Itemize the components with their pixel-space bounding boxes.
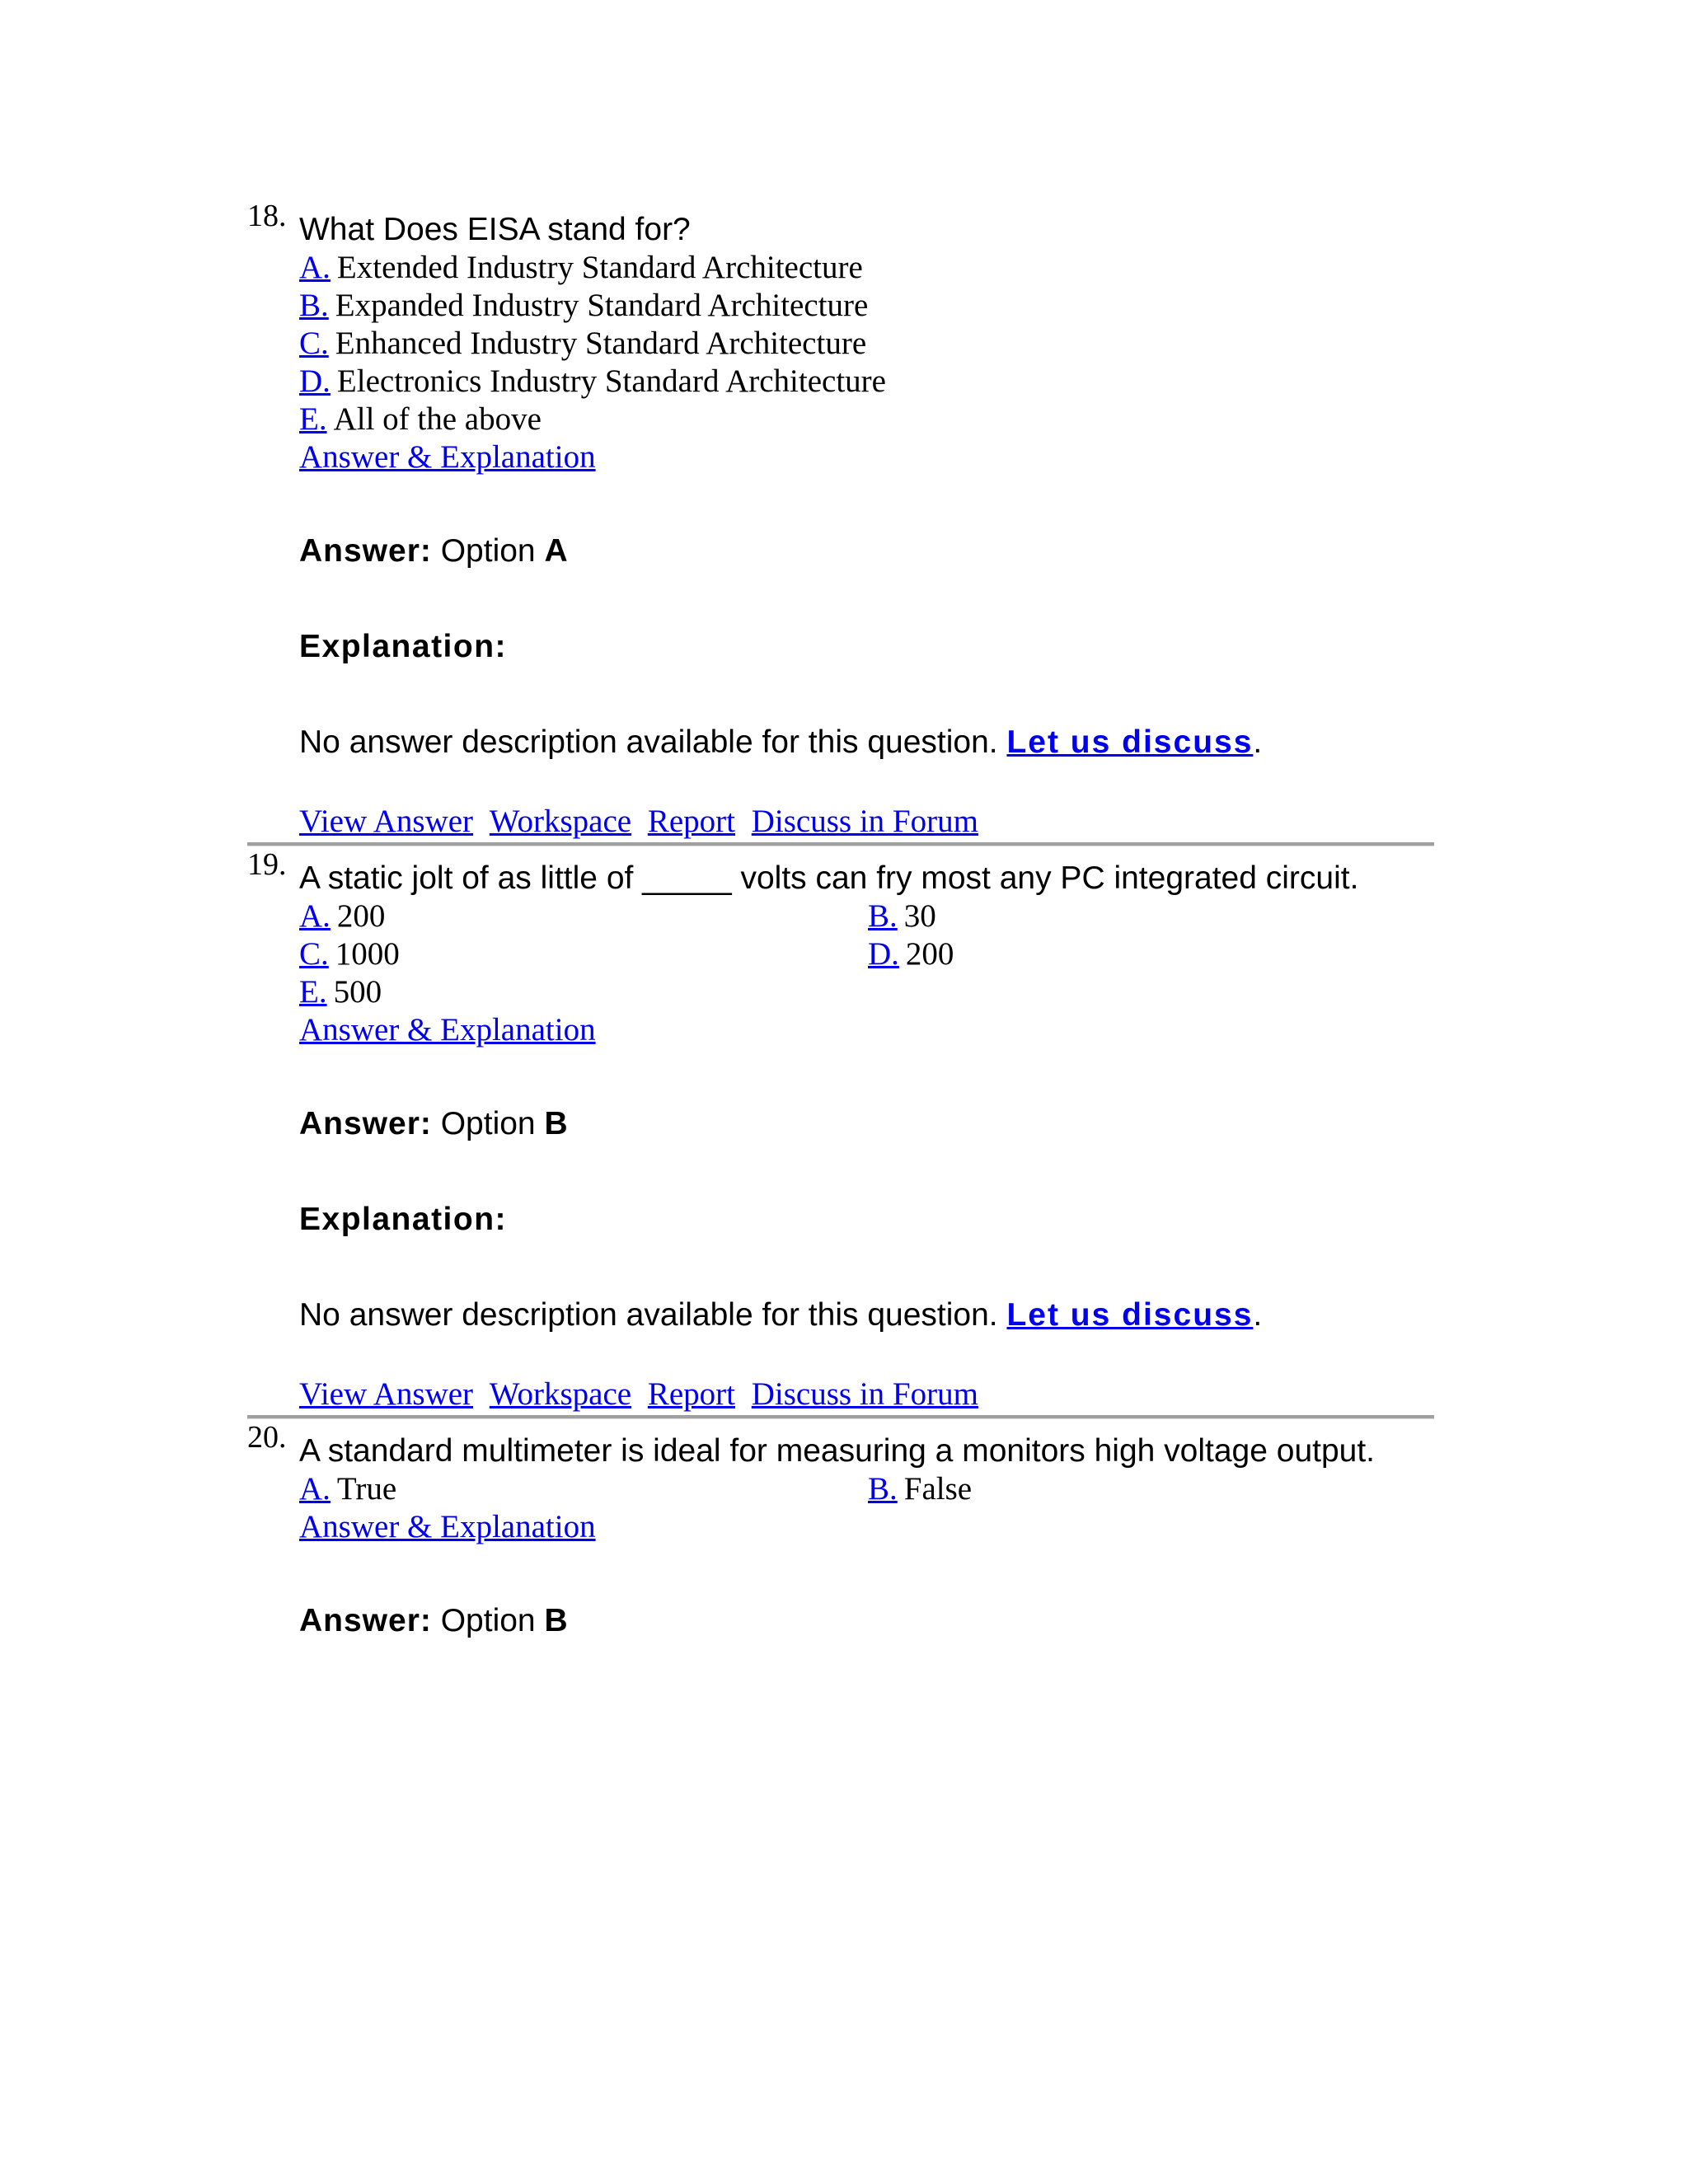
options-list: [299, 249, 1434, 438]
let-us-discuss-link[interactable]: Let us discuss: [1006, 1297, 1254, 1333]
option-c-link[interactable]: C.: [299, 326, 329, 361]
answer-line: [299, 1105, 1434, 1143]
options-list: [299, 1470, 1434, 1508]
answer-line: [299, 532, 1434, 570]
option-b-text: 30: [903, 898, 936, 934]
workspace-link[interactable]: Workspace: [489, 1376, 632, 1412]
option-e-link[interactable]: E.: [299, 974, 327, 1010]
option-e-text: 500: [333, 974, 382, 1010]
question-text: A standard multimeter is ideal for measuring a monitors high voltage output.: [299, 1433, 1376, 1469]
answer-letter: A: [544, 533, 568, 569]
answer-letter: B: [544, 1106, 568, 1141]
question-body: [299, 198, 1434, 841]
option-e-link[interactable]: E.: [299, 401, 327, 437]
question-number: 20.: [247, 1420, 287, 1455]
option-a-link[interactable]: A.: [299, 250, 331, 285]
explanation-text: No answer description available for this question.: [299, 724, 998, 760]
footer-links: [299, 803, 1434, 841]
option-a-text: Extended Industry Standard Architecture: [336, 250, 863, 285]
discuss-suffix: .: [1253, 1297, 1263, 1333]
footer-links: [299, 1376, 1434, 1413]
answer-prefix: Option: [440, 1106, 536, 1141]
explanation-heading: Explanation:: [299, 629, 508, 664]
option-b: [868, 1470, 1437, 1508]
option-b-text: Expanded Industry Standard Architecture: [335, 288, 869, 323]
option-d: [299, 363, 1434, 401]
option-a-link[interactable]: A.: [299, 1471, 331, 1507]
option-d-text: 200: [905, 936, 954, 972]
question-19: [247, 846, 1434, 1419]
option-d-text: Electronics Industry Standard Architecture: [336, 363, 886, 399]
explanation-heading: Explanation:: [299, 1202, 508, 1237]
question-text: A static jolt of as little of _____ volts can fry most any PC integrated circuit.: [299, 860, 1359, 896]
option-b-link[interactable]: B.: [868, 898, 898, 934]
question-number: 19.: [247, 847, 287, 882]
question-18: [247, 198, 1434, 846]
option-d-link[interactable]: D.: [299, 363, 331, 399]
option-c: [299, 935, 868, 973]
discuss-in-forum-link[interactable]: Discuss in Forum: [751, 1376, 978, 1412]
answer-explanation-link[interactable]: Answer & Explanation: [299, 1012, 596, 1047]
question-body: [299, 846, 1434, 1413]
option-d: [868, 935, 1437, 973]
option-b: [868, 898, 1437, 935]
option-c-text: Enhanced Industry Standard Architecture: [335, 326, 867, 361]
let-us-discuss-link[interactable]: Let us discuss: [1006, 724, 1254, 760]
option-a: [299, 1470, 868, 1508]
option-a-text: 200: [336, 898, 386, 934]
answer-letter: B: [544, 1603, 568, 1638]
option-a-text: True: [336, 1471, 397, 1507]
view-answer-link[interactable]: View Answer: [299, 1376, 474, 1412]
option-e: [299, 973, 868, 1011]
option-c-text: 1000: [335, 936, 400, 972]
quiz-page: [247, 198, 1434, 1640]
answer-prefix: Option: [440, 1603, 536, 1638]
report-link[interactable]: Report: [647, 1376, 735, 1412]
option-e: [299, 401, 1434, 438]
answer-line: [299, 1602, 1434, 1640]
explanation-text-line: [299, 1296, 1434, 1334]
option-b-text: False: [903, 1471, 973, 1507]
answer-prefix: Option: [440, 533, 536, 569]
option-c-link[interactable]: C.: [299, 936, 329, 972]
answer-label: Answer:: [299, 1106, 432, 1141]
explanation-text: No answer description available for this question.: [299, 1297, 998, 1333]
question-body: [299, 1419, 1434, 1640]
option-e-text: All of the above: [333, 401, 542, 437]
question-number: 18.: [247, 199, 287, 233]
explanation-text-line: [299, 724, 1434, 762]
question-20: [247, 1419, 1434, 1640]
option-c: [299, 325, 1434, 363]
answer-label: Answer:: [299, 1603, 432, 1638]
answer-explanation-link[interactable]: Answer & Explanation: [299, 439, 596, 475]
option-a: [299, 898, 868, 935]
answer-label: Answer:: [299, 533, 432, 569]
option-a: [299, 249, 1434, 287]
workspace-link[interactable]: Workspace: [489, 804, 632, 839]
option-d-link[interactable]: D.: [868, 936, 899, 972]
options-list: [299, 898, 1434, 1011]
option-b: [299, 287, 1434, 325]
option-b-link[interactable]: B.: [299, 288, 329, 323]
option-b-link[interactable]: B.: [868, 1471, 898, 1507]
report-link[interactable]: Report: [647, 804, 735, 839]
discuss-in-forum-link[interactable]: Discuss in Forum: [751, 804, 978, 839]
option-a-link[interactable]: A.: [299, 898, 331, 934]
discuss-suffix: .: [1253, 724, 1263, 760]
answer-explanation-link[interactable]: Answer & Explanation: [299, 1509, 596, 1544]
question-text: What Does EISA stand for?: [299, 212, 691, 247]
view-answer-link[interactable]: View Answer: [299, 804, 474, 839]
